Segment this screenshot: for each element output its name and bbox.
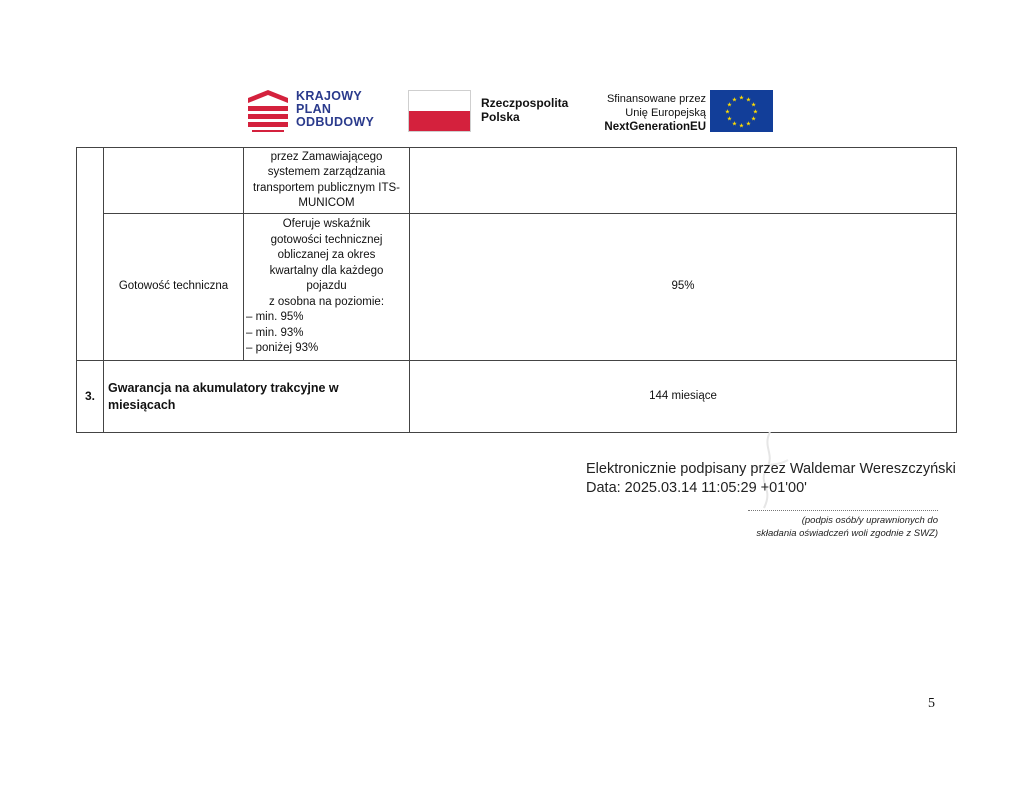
page-number: 5 [928, 696, 935, 711]
offer-table [76, 147, 957, 433]
table-row [77, 361, 957, 433]
description-cell: przez Zamawiającego systemem zarządzania transportem publicznym ITS- MUNICOM [244, 148, 410, 214]
svg-text:★: ★ [731, 96, 738, 104]
signature-line [748, 510, 938, 511]
svg-text:★: ★ [731, 120, 738, 128]
svg-text:★: ★ [750, 101, 757, 109]
poland-flag-icon [408, 90, 471, 132]
svg-text:★: ★ [745, 96, 752, 104]
table-row [77, 214, 957, 361]
value-cell: 144 miesiące [410, 361, 957, 433]
eu-funding-text: Sfinansowane przez Unię Europejską NextGenerationEU [604, 93, 706, 133]
value-cell: 95% [410, 214, 957, 361]
value-cell [410, 148, 957, 214]
svg-text:★: ★ [726, 101, 733, 109]
header-logos [248, 88, 788, 136]
description-cell: Oferuje wskaźnik gotowości technicznej obliczanej za okres kwartalny dla każdego pojazdu z osobna na poziomie: – min. 95% – min. 93% – poniżej 93% [244, 214, 410, 361]
criterion-cell [104, 148, 244, 214]
svg-text:★: ★ [752, 108, 759, 116]
svg-text:★: ★ [724, 108, 731, 116]
svg-text:★: ★ [738, 122, 745, 130]
table-row [77, 148, 957, 214]
row-number-cell: 3. [77, 361, 104, 433]
criterion-cell: Gwarancja na akumulatory trakcyjne w miesiącach [104, 361, 410, 433]
svg-text:★: ★ [738, 94, 745, 102]
svg-text:★: ★ [726, 115, 733, 123]
kpo-logo-text: KRAJOWY PLAN ODBUDOWY [296, 89, 375, 129]
eu-flag-icon [710, 90, 773, 132]
criterion-cell: Gotowość techniczna [104, 214, 244, 361]
kpo-emblem-icon [248, 90, 288, 132]
kpo-logo [248, 90, 388, 134]
row-number-cell [77, 148, 104, 361]
rp-logo-text: Rzeczpospolita Polska [481, 96, 569, 124]
svg-text:★: ★ [750, 115, 757, 123]
signature-note: (podpis osób/y uprawnionych do składania oświadczeń woli zgodnie z SWZ) [756, 515, 938, 539]
svg-text:★: ★ [745, 120, 752, 128]
electronic-signature: Elektronicznie podpisany przez Waldemar Wereszczyński Data: 2025.03.14 11:05:29 +01'00' [586, 461, 956, 496]
